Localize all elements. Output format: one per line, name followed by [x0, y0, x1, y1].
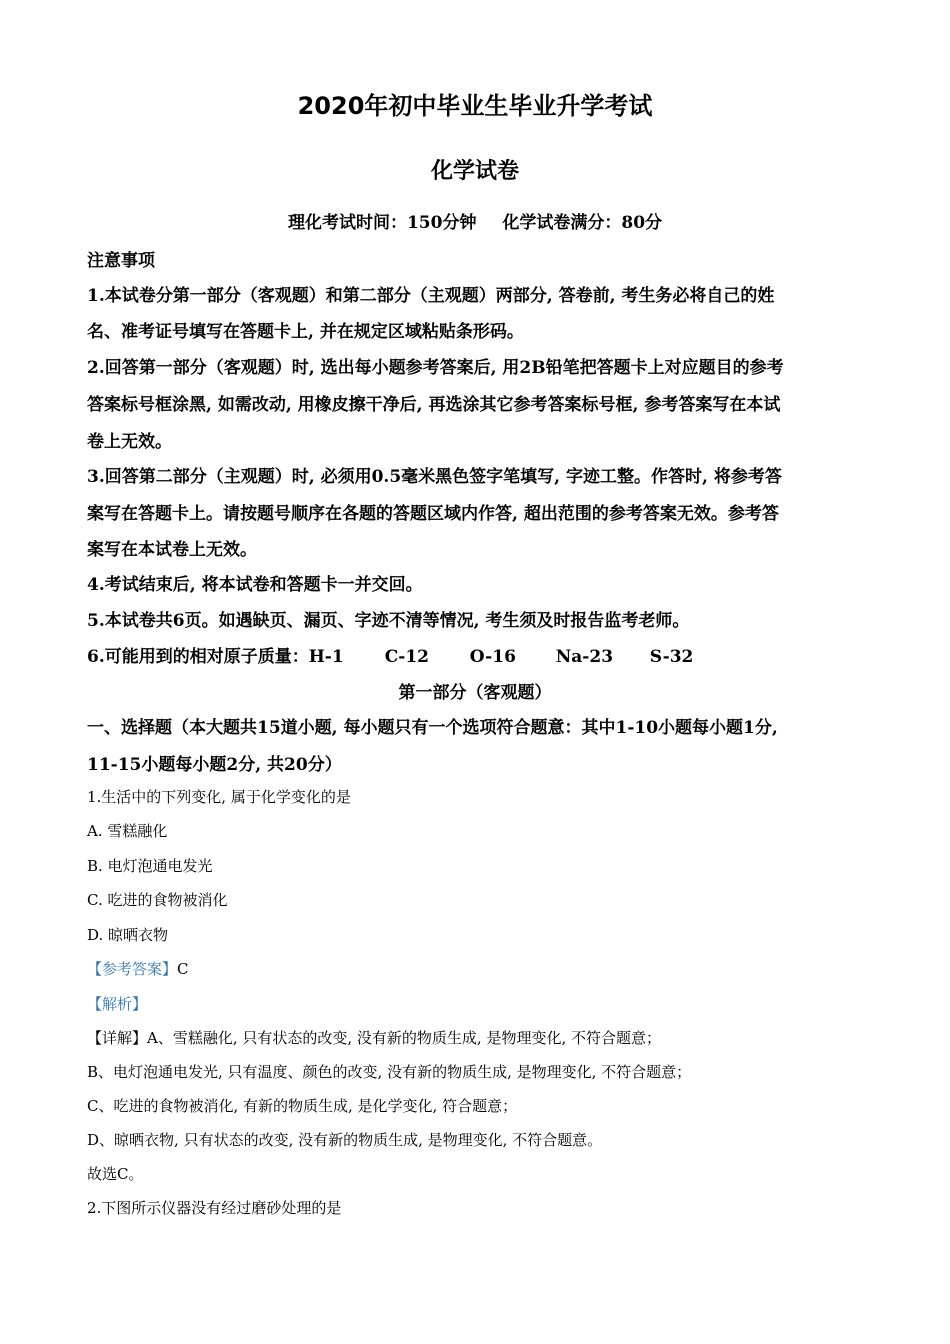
analysis-line: 【详解】A、雪糕融化, 只有状态的改变, 没有新的物质生成, 是物理变化, 不符合题意；	[87, 1029, 661, 1047]
answer-label: 【参考答案】	[87, 960, 178, 978]
option-b: B. 电灯泡通电发光	[87, 857, 213, 875]
note-line: 案写在本试卷上无效。	[87, 540, 257, 560]
answer-value: C	[177, 960, 189, 978]
atomic-masses	[87, 642, 693, 667]
atom-mass: O-16	[469, 647, 516, 667]
atoms-label: 6.可能用到的相对原子质量：	[87, 647, 309, 667]
part1-heading: 第一部分（客观题）	[398, 683, 552, 703]
score-info: 化学试卷满分：80分	[502, 213, 663, 233]
notes-heading: 注意事项	[87, 251, 155, 271]
question-2-stem: 2.下图所示仪器没有经过磨砂处理的是	[87, 1199, 342, 1217]
atom-mass: H-1	[308, 647, 344, 667]
atom-mass: S-32	[649, 647, 694, 667]
note-line: 名、准考证号填写在答题卡上, 并在规定区域粘贴条形码。	[87, 322, 524, 342]
section-line: 一、选择题（本大题共15道小题, 每小题只有一个选项符合题意：其中1-10小题每小题1分,	[87, 718, 778, 738]
analysis-line: B、电灯泡通电发光, 只有温度、颜色的改变, 没有新的物质生成, 是物理变化, 不符合题意；	[87, 1063, 692, 1081]
analysis-conclusion: 故选C。	[87, 1165, 144, 1183]
note-line: 5.本试卷共6页。如遇缺页、漏页、字迹不清等情况, 考生须及时报告监考老师。	[87, 611, 690, 631]
question-1-stem: 1.生活中的下列变化, 属于化学变化的是	[87, 788, 351, 806]
time-info: 理化考试时间：150分钟	[287, 213, 477, 233]
note-line: 1.本试卷分第一部分（客观题）和第二部分（主观题）两部分, 答卷前, 考生务必将自己的姓	[87, 286, 775, 306]
note-line: 4.考试结束后, 将本试卷和答题卡一并交回。	[87, 575, 423, 595]
analysis-line: D、晾晒衣物, 只有状态的改变, 没有新的物质生成, 是物理变化, 不符合题意。	[87, 1131, 603, 1149]
option-a: A. 雪糕融化	[87, 822, 168, 840]
analysis-label: 【解析】	[87, 995, 148, 1013]
exam-title: 2020年初中毕业生毕业升学考试	[297, 92, 653, 120]
note-line: 卷上无效。	[87, 432, 172, 452]
atom-mass: C-12	[384, 647, 429, 667]
exam-subtitle: 化学试卷	[430, 159, 519, 184]
atom-mass: Na-23	[555, 647, 614, 667]
section-line: 11-15小题每小题2分, 共20分）	[87, 755, 342, 775]
note-line: 案写在答题卡上。请按题号顺序在各题的答题区域内作答, 超出范围的参考答案无效。参考答	[87, 504, 779, 524]
note-line: 3.回答第二部分（主观题）时, 必须用0.5毫米黑色签字笔填写, 字迹工整。作答时, 将参考答	[87, 467, 782, 487]
answer-line	[87, 958, 189, 979]
option-c: C. 吃进的食物被消化	[87, 891, 228, 909]
exam-info	[0, 208, 950, 233]
analysis-line: C、吃进的食物被消化, 有新的物质生成, 是化学变化, 符合题意；	[87, 1097, 518, 1115]
note-line: 2.回答第一部分（客观题）时, 选出每小题参考答案后, 用2B铅笔把答题卡上对应题目的参考	[87, 358, 784, 378]
option-d: D. 晾晒衣物	[87, 926, 169, 944]
note-line: 答案标号框涂黑, 如需改动, 用橡皮擦干净后, 再选涂其它参考答案标号框, 参考答案写在本试	[87, 395, 781, 415]
